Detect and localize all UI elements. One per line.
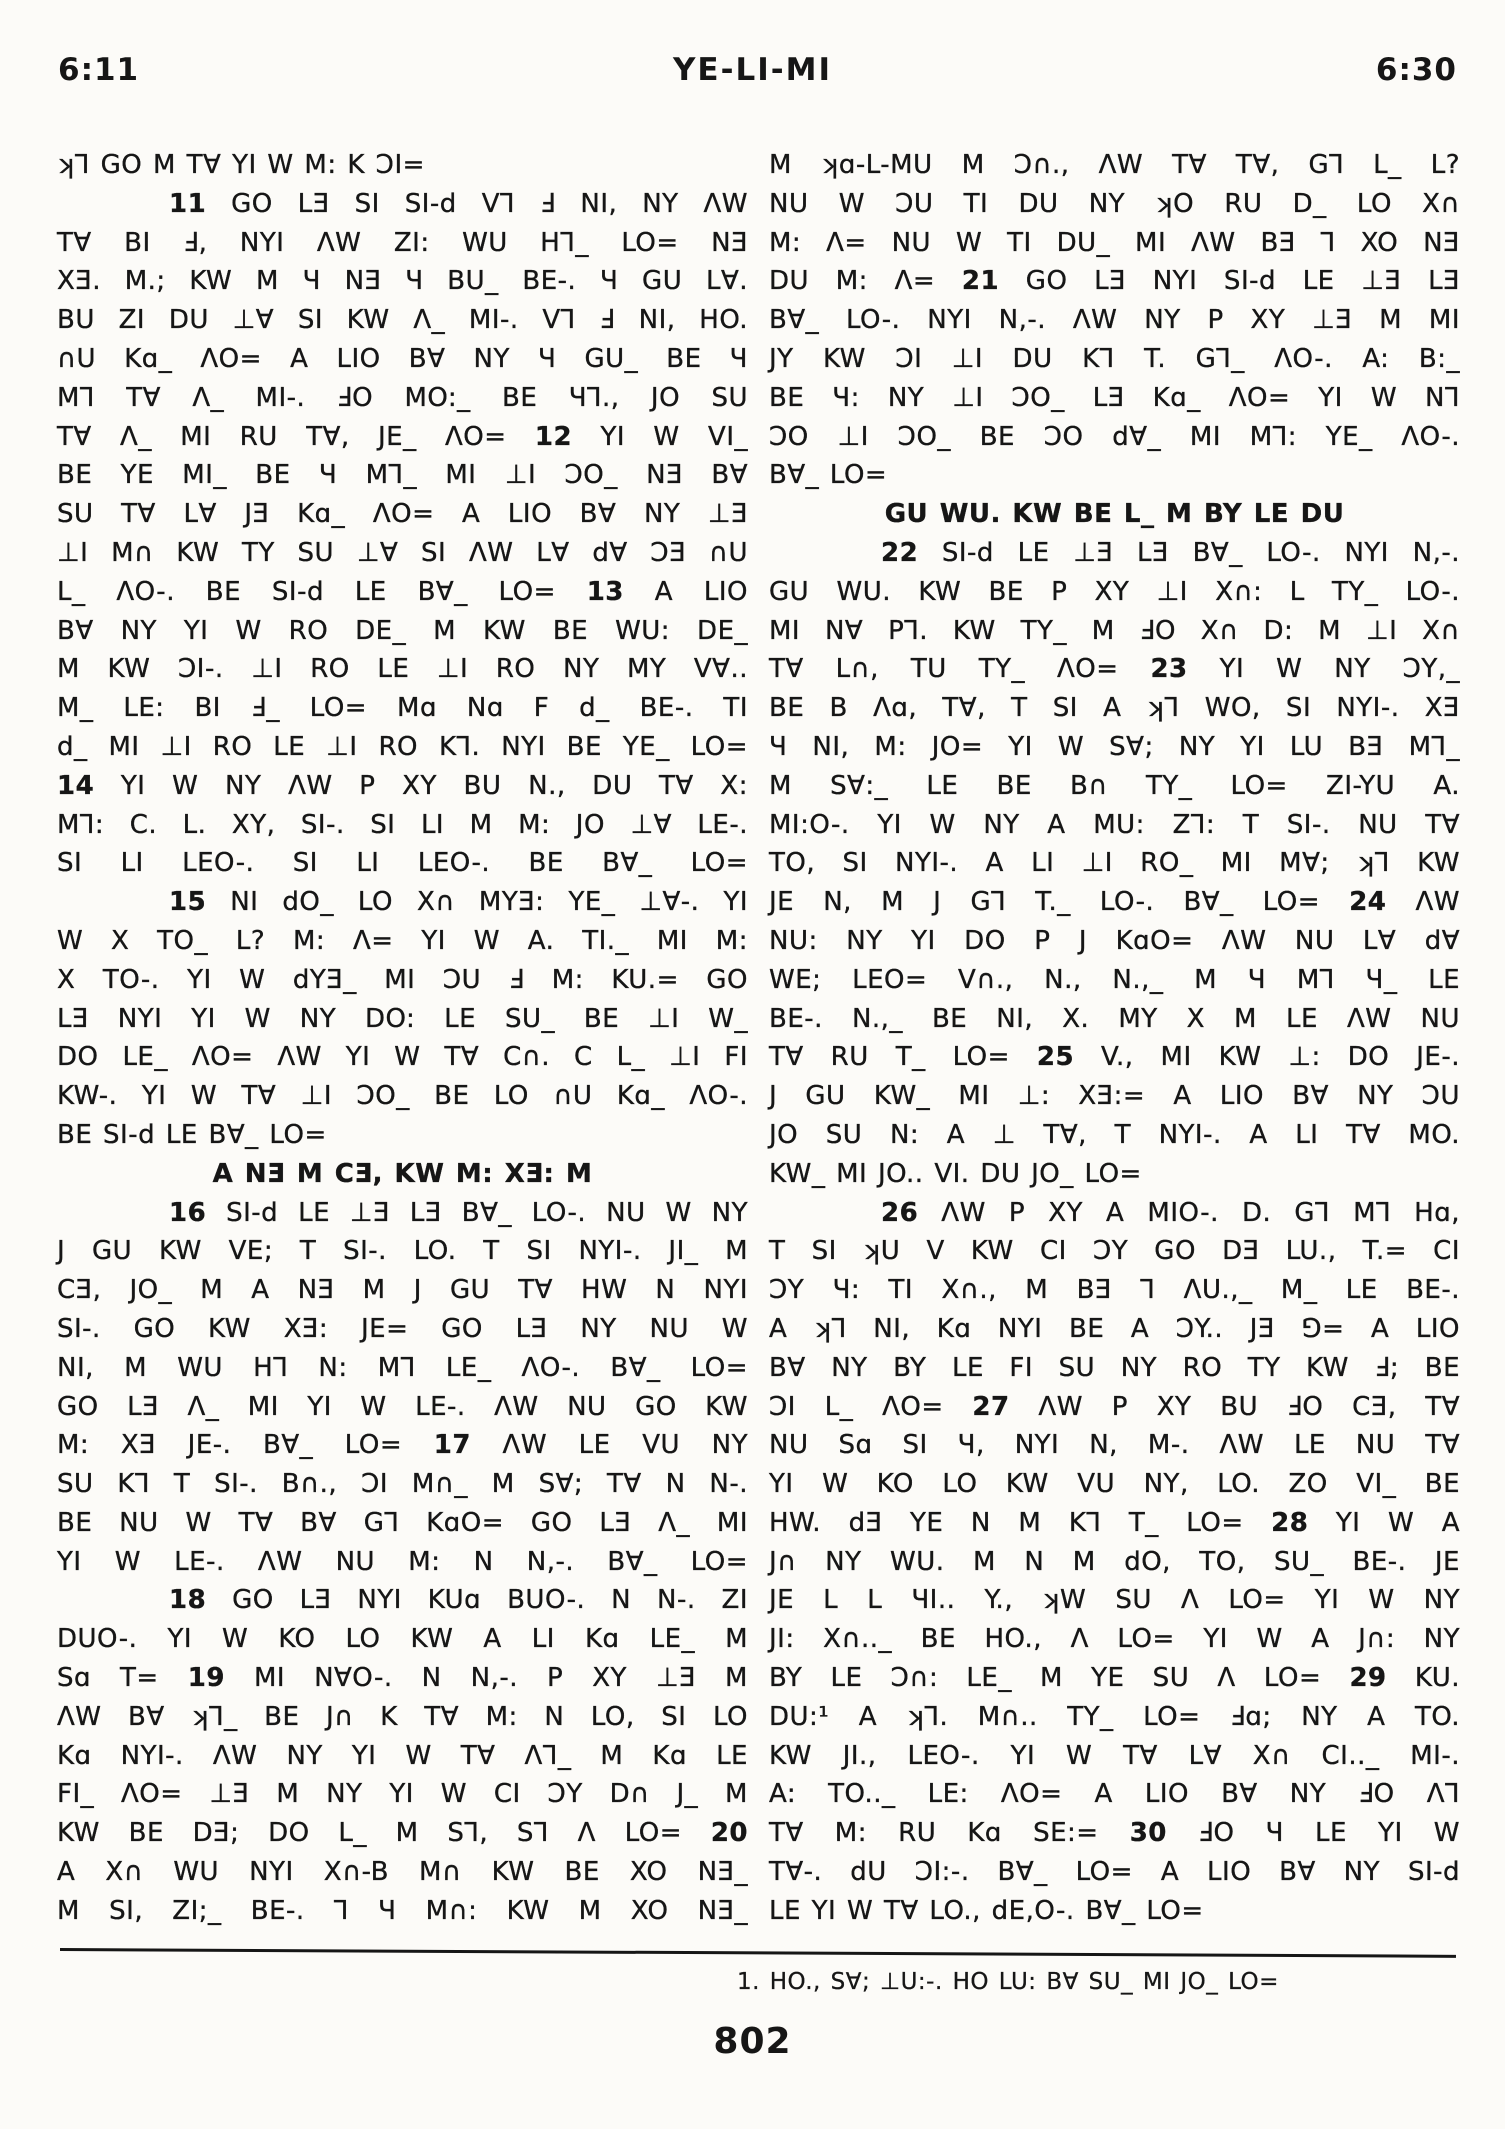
text-line: NI, M WU H⅂ N: M⅂ LE_ ɅO-. B∀_ LO= xyxy=(57,1352,748,1383)
text-line: B∀ NY YI W RO DE_ M KW BE WU: DE_ xyxy=(57,615,748,646)
text-line: A ʞ⅂ NI, Kɑ NYI BE A ƆY.. JƎ ⅁= A LIO xyxy=(769,1313,1460,1344)
text-line: J∩ NY WU. M N M dO, TO, SU_ BE-. JE xyxy=(769,1546,1460,1577)
text-line: TO, SI NYI-. A LI ⊥I RO_ MI M∀; ʞ⅂ KW xyxy=(769,848,1460,879)
verse-number: 29 xyxy=(1349,1663,1387,1694)
text-line: M SI, ZI;_ BE-. ⅂ Ч M∩: KW M XO NƎ_ xyxy=(57,1895,748,1926)
verse-number: 30 xyxy=(1129,1818,1167,1849)
verse-number: 26 xyxy=(881,1197,919,1228)
text-line: KW BE DƎ; DO L_ M S⅂, S⅂ Ʌ LO= 20 xyxy=(57,1818,748,1849)
text-line: A X∩ WU NYI X∩-B M∩ KW BE XO NƎ_ xyxy=(57,1857,748,1888)
verse-number: 13 xyxy=(586,576,624,607)
text-line: Ч NI, M: JO= YI W S∀; NY YI LU BƎ M⅂_ xyxy=(769,731,1460,762)
text-line: d_ MI ⊥I RO LE ⊥I RO K⅂. NYI BE YE_ LO= xyxy=(57,731,748,762)
text-line: J GU KW VE; T SI-. LO. T SI NYI-. JI_ M xyxy=(57,1236,748,1267)
text-column-right xyxy=(769,146,1460,1931)
text-line: BE-. N.,_ BE NI, X. MY X M LE ɅW NU xyxy=(769,1003,1460,1034)
text-line: M: Ʌ= NU W TI DU_ MI ɅW BƎ ⅂ XO NƎ xyxy=(769,227,1460,258)
text-line: YI W LE-. ɅW NU M: N N,-. B∀_ LO= xyxy=(57,1546,748,1577)
text-line: BE Ч: NY ⊥I ƆO_ LƎ Kɑ_ ɅO= YI W N⅂ xyxy=(769,382,1460,413)
verse-number: 22 xyxy=(881,537,919,568)
text-line: LE YI W T∀ LO., dE,O-. B∀_ LO= xyxy=(769,1895,1204,1926)
footnote-divider xyxy=(60,1948,1456,1958)
text-line: T∀ BI Ⅎ, NYI ɅW ZI: WU H⅂_ LO= NƎ xyxy=(57,227,748,258)
text-line: 26 ɅW P XY A MIO-. D. G⅂ M⅂ Hɑ, xyxy=(881,1197,1460,1228)
text-line: BY LE Ɔ∩: LE_ M YE SU Ʌ LO= 29 KU. xyxy=(769,1663,1460,1694)
text-line: ʞ⅂ GO M T∀ YI W M: K ƆI= xyxy=(57,150,425,180)
page-number: 802 xyxy=(713,2021,792,2062)
verse-number: 20 xyxy=(710,1818,748,1849)
text-line: T∀-. dU ƆI:-. B∀_ LO= A LIO B∀ NY SI-d xyxy=(769,1857,1460,1888)
verse-number: 21 xyxy=(961,266,1000,297)
text-line: T∀ Ʌ_ MI RU T∀, JE_ ɅO= 12 YI W VI_ xyxy=(57,421,748,452)
section-heading: A NƎ M CƎ, KW M: XƎ: M xyxy=(212,1158,593,1189)
text-line: T∀ RU T_ LO= 25 V., MI KW ⊥: DO JE-. xyxy=(769,1042,1461,1073)
text-line: KW-. YI W T∀ ⊥I ƆO_ BE LO ∩U Kɑ_ ɅO-. xyxy=(57,1081,748,1112)
text-line: DO LE_ ɅO= ɅW YI W T∀ C∩. C L_ ⊥I FI xyxy=(57,1042,748,1073)
text-line: M S∀:_ LE BE B∩ TY_ LO= ZI-YU A. xyxy=(769,770,1460,801)
text-line: W X TO_ L? M: Ʌ= YI W A. TI._ MI M: xyxy=(57,925,748,956)
text-line: M ʞɑ-L-MU M Ɔ∩., ɅW T∀ T∀, G⅂ L_ L? xyxy=(769,150,1460,180)
text-line: GU WU. KW BE P XY ⊥I X∩: L TY_ LO-. xyxy=(769,576,1460,607)
text-line: L_ ɅO-. BE SI-d LE B∀_ LO= 13 A LIO xyxy=(57,576,748,607)
text-line: A: TO.._ LE: ɅO= A LIO B∀ NY ℲO Ʌ⅂ xyxy=(769,1779,1460,1810)
text-line: SU K⅂ T SI-. B∩., ƆI M∩_ M S∀; T∀ N N-. xyxy=(57,1469,748,1500)
text-line: LƎ NYI YI W NY DO: LE SU_ BE ⊥I W_ xyxy=(57,1003,748,1034)
text-line: B∀_ LO-. NYI N,-. ɅW NY P XY ⊥Ǝ M MI xyxy=(769,305,1460,336)
text-line: 15 NI dO_ LO X∩ MYƎ: YE_ ⊥∀-. YI xyxy=(169,887,748,918)
text-line: BE YE MI_ BE Ч M⅂_ MI ⊥I ƆO_ NƎ B∀ xyxy=(57,460,748,491)
text-line: M: XƎ JE-. B∀_ LO= 17 ɅW LE VU NY xyxy=(57,1430,748,1461)
text-line: HW. dƎ YE N M K⅂ T_ LO= 28 YI W A xyxy=(769,1507,1460,1538)
text-line: KW_ MI JO.. VI. DU JO_ LO= xyxy=(769,1158,1142,1189)
text-line: M_ LE: BI Ⅎ_ LO= Mɑ Nɑ F d_ BE-. TI xyxy=(57,693,748,724)
verse-number: 19 xyxy=(187,1663,225,1694)
section-heading: GU WU. KW BE L_ M BY LE DU xyxy=(884,499,1345,530)
verse-number: 14 xyxy=(57,770,95,801)
text-line: X TO-. YI W dYƎ_ MI ƆU Ⅎ M: KU.= GO xyxy=(57,964,748,995)
verse-number: 24 xyxy=(1349,887,1387,918)
verse-number: 18 xyxy=(169,1585,207,1616)
text-line: B∀_ LO= xyxy=(769,460,888,491)
text-column-left xyxy=(57,146,748,1931)
text-line: 18 GO LƎ NYI KUɑ BUO-. N N-. ZI xyxy=(169,1585,748,1616)
text-line: 11 GO LƎ SI SI-d V⅂ Ⅎ NI, NY ɅW xyxy=(169,188,748,219)
text-line: DUO-. YI W KO LO KW A LI Kɑ LE_ M xyxy=(57,1624,748,1655)
text-line: T∀ L∩, TU TY_ ɅO= 23 YI W NY ƆY,_ xyxy=(769,654,1461,685)
verse-ref-right: 6:30 xyxy=(1375,52,1457,88)
text-line: SI-. GO KW XƎ: JE= GO LƎ NY NU W xyxy=(57,1313,748,1344)
text-line: T∀ M: RU Kɑ SE:= 30 ℲO Ч LE YI W xyxy=(769,1818,1460,1849)
text-line: M⅂: C. L. XY, SI-. SI LI M M: JO ⊥∀ LE-. xyxy=(57,809,748,840)
verse-number: 17 xyxy=(433,1430,471,1461)
text-line: GO LƎ Ʌ_ MI YI W LE-. ɅW NU GO KW xyxy=(57,1391,748,1422)
text-line: DU:¹ A ʞ⅂. M∩.. TY_ LO= Ⅎɑ; NY A TO. xyxy=(769,1701,1460,1732)
verse-number: 15 xyxy=(169,887,207,918)
text-line: ɅW B∀ ʞ⅂_ BE J∩ K T∀ M: N LO, SI LO xyxy=(57,1701,748,1732)
text-line: MI N∀ P⅂. KW TY_ M ℲO X∩ D: M ⊥I X∩ xyxy=(769,615,1460,646)
text-line: BE B Ʌɑ, T∀, T SI A ʞ⅂ WO, SI NYI-. XƎ xyxy=(769,693,1460,724)
verse-number: 23 xyxy=(1150,654,1188,685)
verse-number: 16 xyxy=(169,1197,207,1228)
text-line: 14 YI W NY ɅW P XY BU N., DU T∀ X: xyxy=(57,770,748,801)
text-line: NU W ƆU TI DU NY ʞO RU D_ LO X∩ xyxy=(769,188,1460,219)
text-line: NU Sɑ SI Ч, NYI N, M-. ɅW LE NU T∀ xyxy=(769,1430,1460,1461)
text-line: KW JI., LEO-. YI W T∀ L∀ X∩ CI.._ MI-. xyxy=(769,1740,1460,1771)
text-line: BE SI-d LE B∀_ LO= xyxy=(57,1119,327,1150)
text-line: 22 SI-d LE ⊥Ǝ LƎ B∀_ LO-. NYI N,-. xyxy=(881,537,1460,568)
text-line: ⊥I M∩ KW TY SU ⊥∀ SI ɅW L∀ d∀ ƆƎ ∩U xyxy=(57,537,748,568)
text-line: Sɑ T= 19 MI N∀O-. N N,-. P XY ⊥Ǝ M xyxy=(57,1663,748,1694)
text-line: JE L L ЧI.. Y., ʞW SU Ʌ LO= YI W NY xyxy=(769,1585,1460,1616)
text-line: MI:O-. YI W NY A MU: Z⅂: T SI-. NU T∀ xyxy=(769,809,1460,840)
text-line: M⅂ T∀ Ʌ_ MI-. ℲO MO:_ BE Ч⅂., JO SU xyxy=(57,382,748,413)
verse-number: 27 xyxy=(972,1391,1010,1422)
text-line: BE NU W T∀ B∀ G⅂ KɑO= GO LƎ Ʌ_ MI xyxy=(57,1507,748,1538)
text-line: ∩U Kɑ_ ɅO= A LIO B∀ NY Ч GU_ BE Ч xyxy=(57,343,748,374)
text-line: SU T∀ L∀ JƎ Kɑ_ ɅO= A LIO B∀ NY ⊥Ǝ xyxy=(57,499,748,530)
text-line: JO SU N: A ⊥ T∀, T NYI-. A LI T∀ MO. xyxy=(769,1119,1460,1150)
text-line: DU M: Ʌ= 21 GO LƎ NYI SI-d LE ⊥Ǝ LƎ xyxy=(769,266,1460,297)
verse-number: 11 xyxy=(169,188,207,219)
text-line: JE N, M J G⅂ T._ LO-. B∀_ LO= 24 ɅW xyxy=(769,887,1461,918)
text-line: ƆY Ч: TI X∩., M BƎ ⅂ ɅU.,_ M_ LE BE-. xyxy=(769,1275,1460,1306)
text-line: B∀ NY BY LE FI SU NY RO TY KW Ⅎ; BE xyxy=(769,1352,1460,1383)
text-line: SI LI LEO-. SI LI LEO-. BE B∀_ LO= xyxy=(57,848,748,879)
text-line: J GU KW_ MI ⊥: XƎ:= A LIO B∀ NY ƆU xyxy=(769,1081,1460,1112)
book-title: YE-LI-MI xyxy=(672,52,833,88)
text-line: T SI ʞU V KW CI ƆY GO DƎ LU., T.= CI xyxy=(769,1236,1460,1267)
text-line: YI W KO LO KW VU NY, LO. ZO VI_ BE xyxy=(769,1469,1460,1500)
text-line: CƎ, JO_ M A NƎ M J GU T∀ HW N NYI xyxy=(57,1275,748,1306)
text-line: Kɑ NYI-. ɅW NY YI W T∀ Ʌ⅂_ M Kɑ LE xyxy=(57,1740,748,1771)
text-line: M KW ƆI-. ⊥I RO LE ⊥I RO NY MY V∀.. xyxy=(57,654,748,685)
text-line: JI: X∩.._ BE HO., Ʌ LO= YI W A J∩: NY xyxy=(769,1624,1460,1655)
verse-ref-left: 6:11 xyxy=(58,52,140,88)
text-line: ƆI L_ ɅO= 27 ɅW P XY BU ℲO CƎ, T∀ xyxy=(769,1391,1460,1422)
verse-number: 25 xyxy=(1036,1042,1075,1073)
text-line: XƎ. M.; KW M Ч NƎ Ч BU_ BE-. Ч GU L∀. xyxy=(57,266,748,297)
text-line: BU ZI DU ⊥∀ SI KW Ʌ_ MI-. V⅂ Ⅎ NI, HO. xyxy=(57,305,748,336)
text-line: NU: NY YI DO P J KɑO= ɅW NU L∀ d∀ xyxy=(769,925,1460,956)
text-line: 16 SI-d LE ⊥Ǝ LƎ B∀_ LO-. NU W NY xyxy=(169,1197,748,1228)
text-line: JY KW ƆI ⊥I DU K⅂ T. G⅂_ ɅO-. A: B:_ xyxy=(769,343,1460,374)
verse-number: 12 xyxy=(534,421,573,452)
text-line: ƆO ⊥I ƆO_ BE ƆO d∀_ MI M⅂: YE_ ɅO-. xyxy=(769,421,1460,452)
text-line: FI_ ɅO= ⊥Ǝ M NY YI W CI ƆY D∩ J_ M xyxy=(57,1779,748,1810)
page-header xyxy=(0,52,1505,96)
verse-number: 28 xyxy=(1271,1507,1309,1538)
text-line: WE; LEO= V∩., N., N.,_ M Ч M⅂ Ч_ LE xyxy=(769,964,1460,995)
footnote-text: 1. HO., S∀; ⊥U:-. HO LU: B∀ SU_ MI JO_ LO= xyxy=(737,1969,1279,1995)
